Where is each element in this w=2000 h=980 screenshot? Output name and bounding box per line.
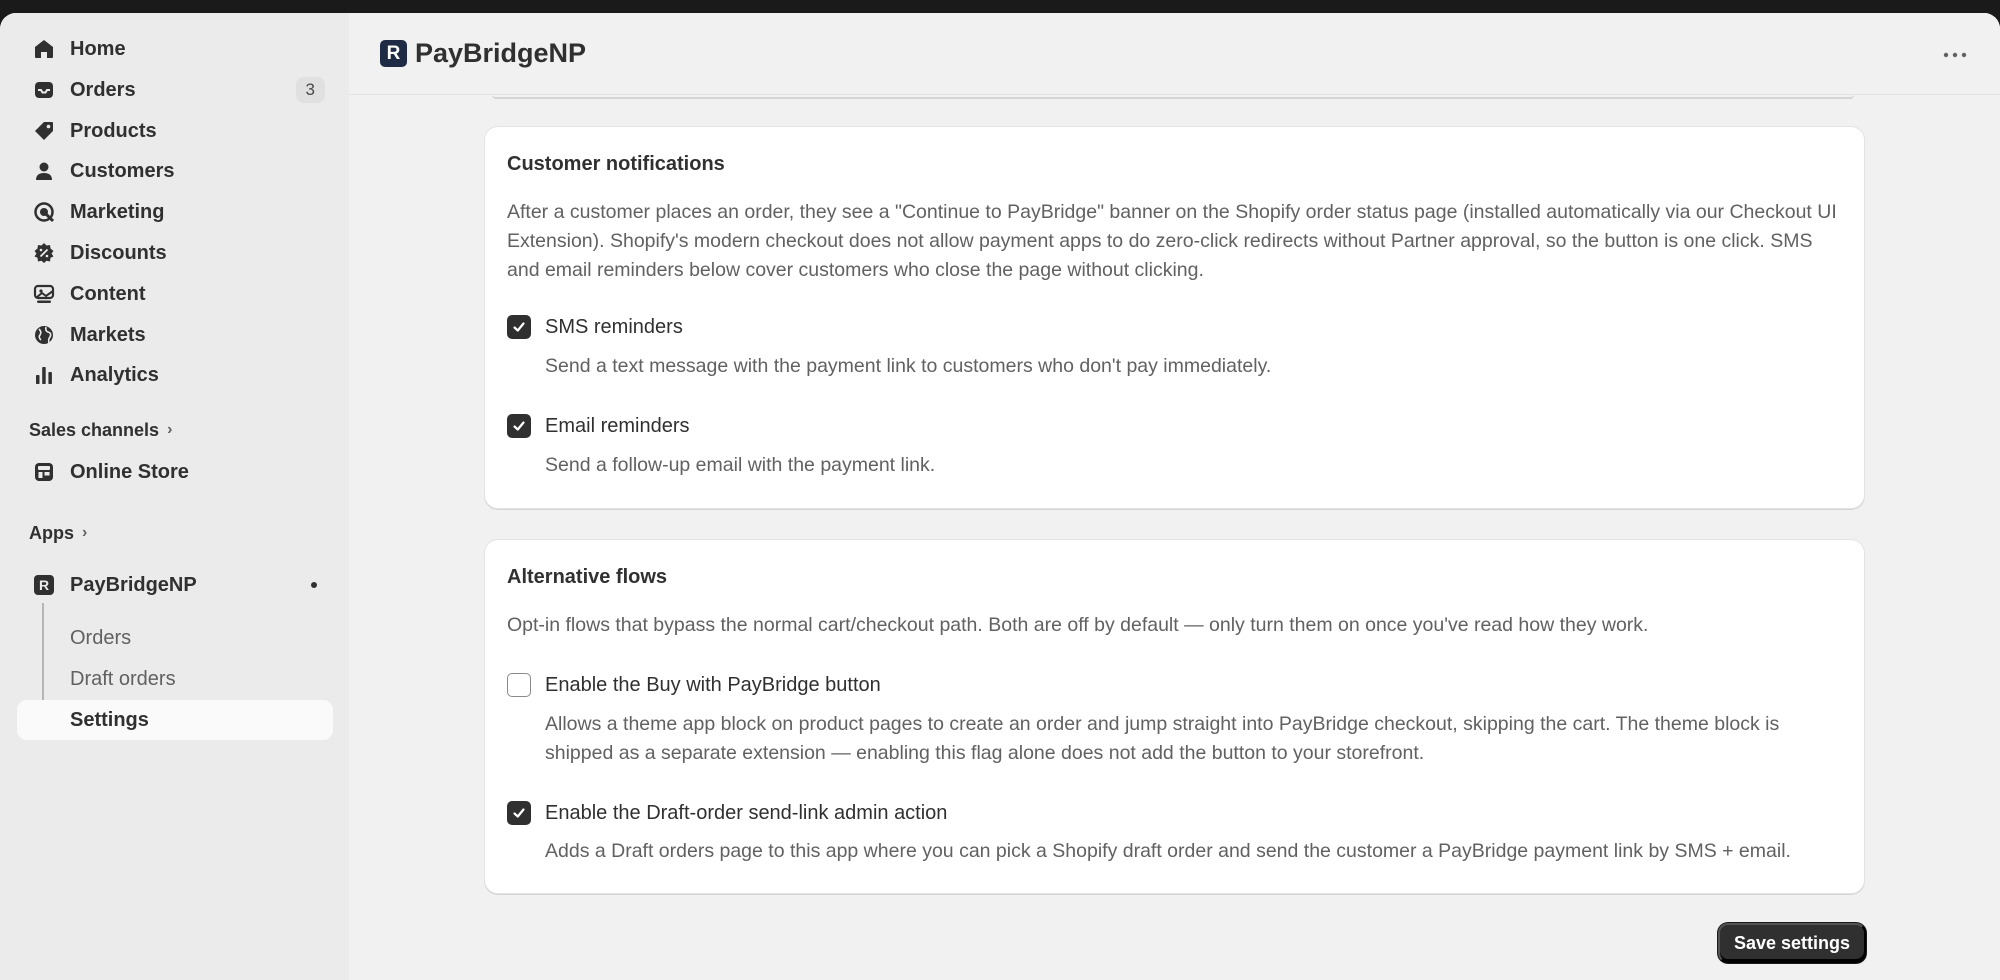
alternative-flows-card bbox=[484, 539, 1865, 894]
sidebar-item-label: Discounts bbox=[70, 241, 167, 264]
previous-card-edge bbox=[492, 95, 1854, 99]
sidebar-subitem-label: Settings bbox=[70, 708, 149, 731]
sms-reminders-checkbox[interactable] bbox=[507, 315, 683, 339]
sidebar-item-markets[interactable] bbox=[17, 315, 333, 355]
sidebar-item-online-store[interactable] bbox=[17, 452, 333, 492]
checkbox-checked[interactable] bbox=[507, 801, 531, 825]
checkmark-icon bbox=[511, 805, 527, 821]
draft-help-text: Adds a Draft orders page to this app where you can pick a Shopify draft order and send the customer a PayBridge payment link by SMS + email. bbox=[545, 840, 1791, 862]
pin-dot-icon bbox=[311, 582, 317, 588]
checkbox-label: SMS reminders bbox=[545, 315, 683, 338]
more-actions-button[interactable] bbox=[1940, 40, 1970, 70]
apps-label: Apps bbox=[29, 522, 74, 543]
checkbox-label: Email reminders bbox=[545, 414, 690, 437]
checkbox-checked[interactable] bbox=[507, 414, 531, 438]
orders-count-badge: 3 bbox=[296, 77, 325, 103]
sidebar-item-marketing[interactable] bbox=[17, 192, 333, 232]
email-help-text: Send a follow-up email with the payment link. bbox=[545, 454, 936, 476]
home-icon bbox=[31, 36, 57, 62]
more-horizontal-icon bbox=[1943, 52, 1967, 58]
sidebar-item-label: Analytics bbox=[70, 363, 159, 386]
customer-notifications-card bbox=[484, 126, 1865, 509]
sidebar-item-label: Marketing bbox=[70, 200, 165, 223]
card-title: Alternative flows bbox=[507, 566, 668, 588]
draft-order-send-link-checkbox[interactable] bbox=[507, 801, 947, 825]
sidebar-item-customers[interactable] bbox=[17, 151, 333, 191]
sidebar-subitem-orders[interactable] bbox=[17, 618, 333, 658]
person-icon bbox=[31, 158, 57, 184]
sidebar-item-paybridgenp[interactable] bbox=[17, 565, 333, 605]
card-title: Customer notifications bbox=[507, 153, 725, 175]
chevron-right-icon: › bbox=[82, 524, 88, 541]
sidebar-subitem-label: Orders bbox=[70, 626, 132, 649]
save-settings-button[interactable]: Save settings bbox=[1718, 923, 1866, 963]
sidebar-subitem-settings[interactable] bbox=[17, 700, 333, 740]
sales-channels-label: Sales channels bbox=[29, 419, 160, 440]
sidebar bbox=[0, 13, 349, 980]
store-icon bbox=[31, 459, 57, 485]
tag-icon bbox=[31, 118, 57, 144]
checkbox-unchecked[interactable] bbox=[507, 673, 531, 697]
bar-chart-icon bbox=[31, 362, 57, 388]
sidebar-item-label: PayBridgeNP bbox=[70, 573, 197, 596]
sidebar-item-products[interactable] bbox=[17, 111, 333, 151]
sidebar-item-label: Products bbox=[70, 119, 157, 142]
sms-help-text: Send a text message with the payment link to customers who don't pay immediately. bbox=[545, 355, 1272, 377]
discount-icon bbox=[31, 240, 57, 266]
app-logo-icon bbox=[31, 572, 57, 598]
email-reminders-checkbox[interactable] bbox=[507, 414, 689, 438]
checkbox-label: Enable the Draft-order send-link admin action bbox=[545, 801, 948, 824]
buy-with-paybridge-checkbox[interactable] bbox=[507, 673, 881, 697]
sidebar-subitem-draft-orders[interactable] bbox=[17, 659, 333, 699]
content-icon bbox=[31, 281, 57, 307]
card-description: Opt-in flows that bypass the normal cart/checkout path. Both are off by default — only turn them on once you've read how they work. bbox=[507, 614, 1649, 636]
sidebar-item-label: Markets bbox=[70, 323, 146, 346]
sidebar-item-orders[interactable] bbox=[17, 70, 333, 110]
sidebar-item-label: Customers bbox=[70, 159, 175, 182]
checkbox-label: Enable the Buy with PayBridge button bbox=[545, 673, 881, 696]
buy-help-text: Allows a theme app block on product pages to create an order and jump straight into PayBridge checkout, skipping the cart. The theme block is shipped as a separate extension — enabling this flag alone does not add the button to your storefront. bbox=[545, 713, 1780, 764]
checkmark-icon bbox=[511, 319, 527, 335]
sidebar-item-label: Home bbox=[70, 37, 126, 60]
inbox-icon bbox=[31, 77, 57, 103]
svg-text:R: R bbox=[38, 577, 50, 593]
sales-channels-heading[interactable] bbox=[29, 415, 172, 445]
sidebar-item-label: Online Store bbox=[70, 460, 189, 483]
sidebar-item-content[interactable] bbox=[17, 274, 333, 314]
sidebar-item-label: Orders bbox=[70, 78, 136, 101]
sidebar-item-analytics[interactable] bbox=[17, 355, 333, 395]
window-top-bar bbox=[0, 0, 2000, 14]
card-description: After a customer places an order, they see a "Continue to PayBridge" banner on the Shopify order status page (installed automatically via our Checkout UI Extension). Shopify's modern checkout does not allow payment apps to do zero-click redirects without Partner approval, so the button is one click. SMS and email reminders below cover customers who close the page without clicking. bbox=[507, 201, 1837, 281]
sidebar-item-label: Content bbox=[70, 282, 146, 305]
admin-frame bbox=[0, 13, 2000, 980]
checkmark-icon bbox=[511, 418, 527, 434]
globe-icon bbox=[31, 322, 57, 348]
checkbox-checked[interactable] bbox=[507, 315, 531, 339]
page-title: PayBridgeNP bbox=[415, 38, 587, 68]
apps-heading[interactable] bbox=[29, 518, 87, 548]
sidebar-item-home[interactable] bbox=[17, 29, 333, 69]
app-logo: R bbox=[380, 40, 407, 67]
chevron-right-icon: › bbox=[167, 421, 173, 438]
main-content bbox=[349, 13, 2000, 980]
sidebar-item-discounts[interactable] bbox=[17, 233, 333, 273]
sidebar-subitem-label: Draft orders bbox=[70, 667, 176, 690]
target-icon bbox=[31, 199, 57, 225]
app-header bbox=[349, 13, 2000, 95]
